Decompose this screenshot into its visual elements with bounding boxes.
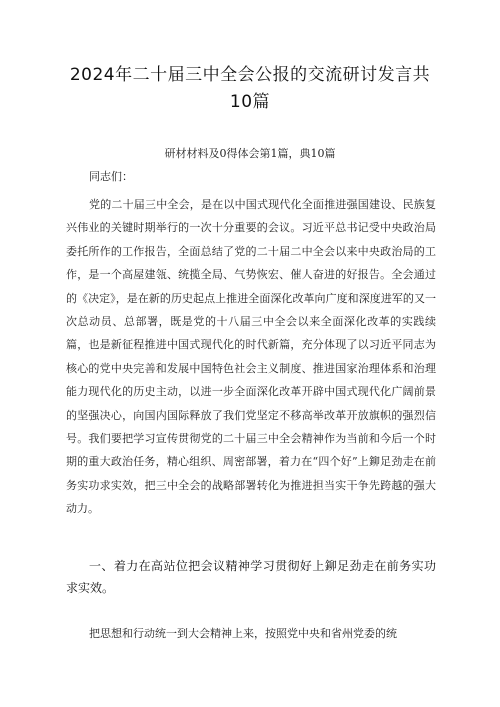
body-paragraph-continued: 把思想和行动统一到大会精神上来，按照党中央和省州党委的统 (89, 627, 397, 640)
salutation: 同志们： (89, 170, 133, 183)
document-title: 2024年二十届三中全会公报的交流研讨发言共10篇 (69, 65, 431, 112)
body-paragraph: 党的二十届三中全会，是在以中国式现代化全面推进强国建设、民族复兴伟业的关键时期举行的一次十分重要的会议。习近平总书记受中央政治局委托所作的工作报告，全面总结了党的二十届二中全会以来中央政治局的工作，是一个高屋建瓴、统揽全局、气势恢宏、催人奋进的好报告。全会通过的《决定》，是在新的历史起点上推进全面深化改革向广度和深度进军的又一次总动员、总部署，既是党的十八届三中全会以来全面深化改革的实践续篇，也是新征程推进中国式现代化的时代新篇，充分体现了以习近平同志为核心的党中央完善和发展中国特色社会主义制度、推进国家治理体系和治理能力现代化的历史主动，以进一步全面深化改革开辟中国式现代化广阔前景的坚强决心，向国内国际释放了我们党坚定不移高举改革开放旗帜的强烈信号。我们要把学习宣传贯彻党的二十届三中全会精神作为当前和今后一个时期的重大政治任务，精心组织、周密部署，着力在“四个好”上鉚足劲走在前务实功求实效，把三中全会的战略部署转化为推进担当实干争先跨越的强大动力。 (66, 198, 436, 516)
document-subtitle: 研材材料及0得体会第1篇，典10篇 (164, 147, 336, 160)
section-heading: 一、着力在高站位把会议精神学习贯彻好上鉚足劲走在前务实功求实效。 (66, 559, 436, 595)
